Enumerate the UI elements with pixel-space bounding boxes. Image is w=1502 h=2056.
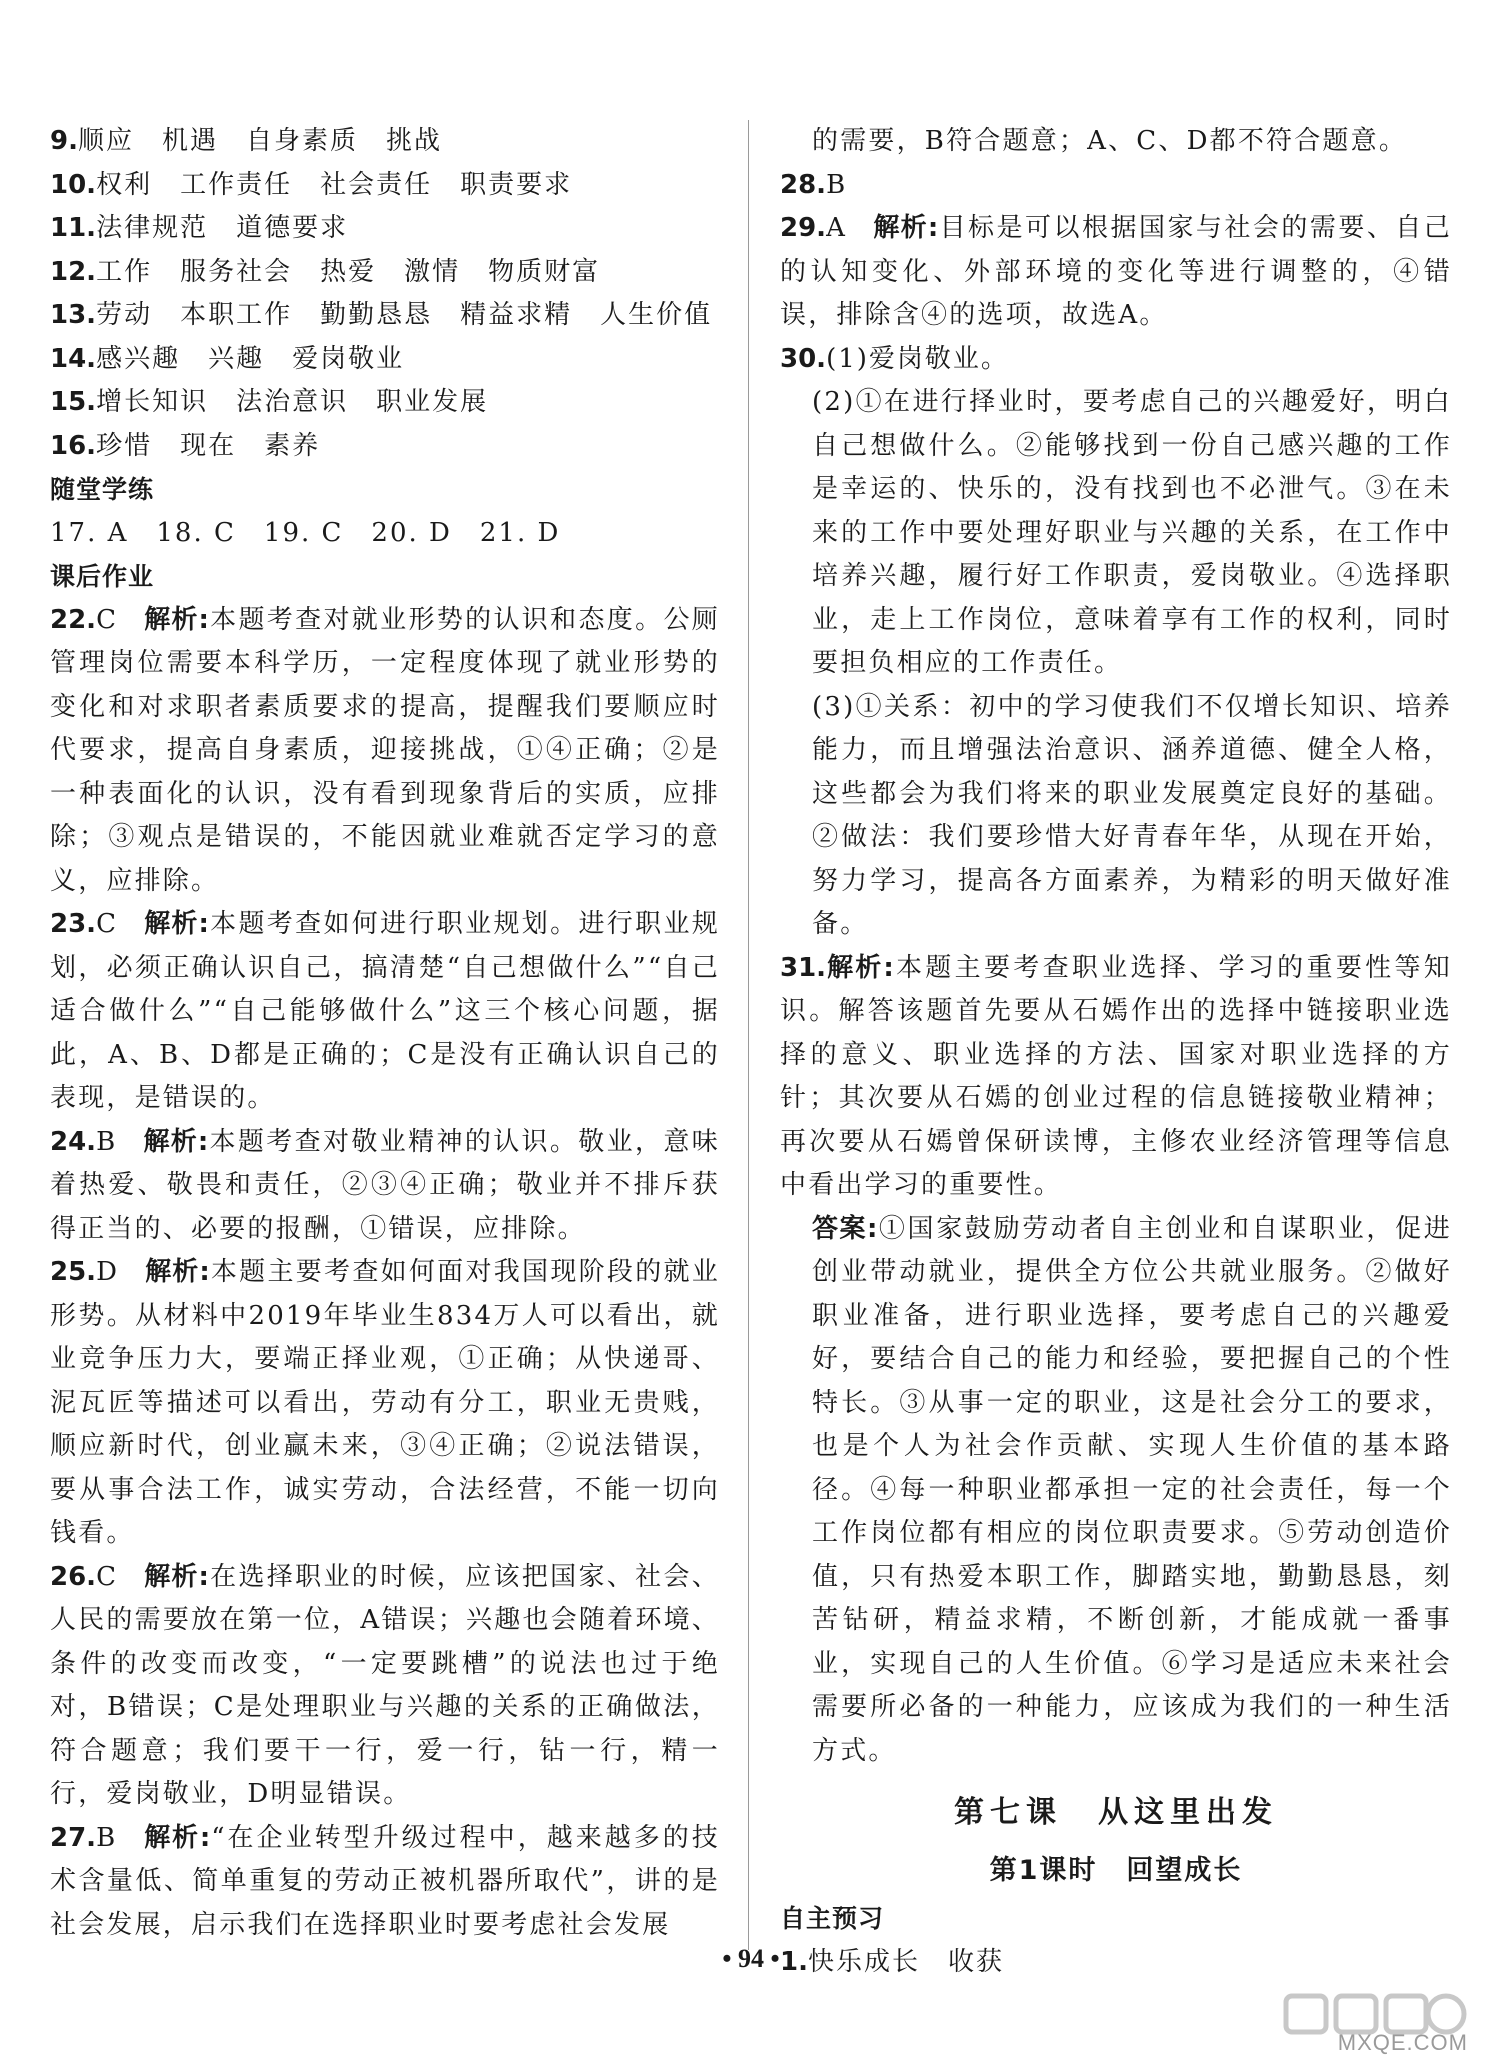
question-explanation <box>50 1121 720 1252</box>
section-heading: 自主预习 <box>780 1904 885 1933</box>
answer-line <box>50 381 720 425</box>
question-number: 24. <box>50 1126 97 1157</box>
question-number: 16. <box>50 430 97 461</box>
question-number: 27. <box>50 1822 97 1853</box>
explanation-text: 本题考查如何进行职业规划。进行职业规划，必须正确认识自己，搞清楚“自己想做什么”“自己适合做什么”“自己能够做什么”这三个核心问题，据此，A、B、D都是正确的；C是没有正确认识自己的表现，是错误的。 <box>50 909 720 1113</box>
answer-choice: C <box>96 909 119 939</box>
explanation-tag: 解析: <box>143 1822 212 1853</box>
answer-text: (1)爱岗敬业。 <box>826 343 1009 374</box>
answer-text: 珍惜 现在 素养 <box>96 430 321 461</box>
answer-line <box>50 425 720 469</box>
explanation-tag: 解析: <box>873 213 940 243</box>
page-number: • 94 • <box>722 1944 780 1973</box>
answer-tag: 答案: <box>812 1213 879 1244</box>
question-number: 13. <box>50 300 97 330</box>
question-number: 11. <box>50 213 97 243</box>
column-divider <box>748 120 749 1950</box>
explanation-tag: 解析: <box>144 604 210 635</box>
question-explanation <box>50 903 720 1121</box>
answer-line <box>780 164 1452 208</box>
question-explanation <box>50 1251 720 1556</box>
answer-text: B <box>826 169 848 200</box>
answer-line <box>50 164 720 208</box>
watermark-text: MXQE.COM <box>1337 2030 1468 2055</box>
question-explanation <box>780 947 1452 1208</box>
answer-choice: C <box>96 1561 119 1592</box>
answer-paragraph: (2)①在进行择业时，要考虑自己的兴趣爱好，明白自己想做什么。②能够找到一份自己感兴趣的工作是幸运的、快乐的，没有找到也不必泄气。③在未来的工作中要处理好职业与兴趣的关系，在工作中培养兴趣，履行好工作职责，爱岗敬业。④选择职业，走上工作岗位，意味着享有工作的权利，同时要担负相应的工作责任。 <box>812 387 1452 678</box>
question-number: 31. <box>780 952 827 983</box>
question-number: 23. <box>50 909 97 939</box>
explanation-text: 本题主要考查职业选择、学习的重要性等知识。解答该题首先要从石嫣作出的选择中链接职业选择的意义、职业选择的方法、国家对职业选择的方针；其次要从石嫣的创业过程的信息链接敬业精神；再次要从石嫣曾保研读博，主修农业经济管理等信息中看出学习的重要性。 <box>780 952 1452 1200</box>
explanation-tag: 解析: <box>143 1126 210 1157</box>
answer-text: 顺应 机遇 自身素质 挑战 <box>77 126 442 156</box>
question-explanation <box>50 1817 720 1948</box>
answer-choice: B <box>96 1126 118 1157</box>
answer-line <box>50 120 720 164</box>
answer-text: ①国家鼓励劳动者自主创业和自谋职业，促进创业带动就业，提供全方位公共就业服务。②做好职业准备，进行职业选择，要考虑自己的兴趣爱好，要结合自己的能力和经验，要把握自己的个性特长。③从事一定的职业，这是社会分工的要求，也是个人为社会作贡献、实现人生价值的基本路径。④每一种职业都承担一定的社会责任，每一个工作岗位都有相应的岗位职责要求。⑤劳动创造价值，只有热爱本职工作，脚踏实地，勤勤恳恳，刻苦钻研，精益求精，不断创新，才能成就一番事业，实现自己的人生价值。⑥学习是适应未来社会需要所必备的一种能力，应该成为我们的一种生活方式。 <box>812 1213 1452 1766</box>
answer-text: 感兴趣 兴趣 爱岗敬业 <box>96 343 405 374</box>
question-explanation <box>50 1556 720 1817</box>
explanation-tag: 解析: <box>144 1561 210 1592</box>
answer-text: 增长知识 法治意识 职业发展 <box>96 387 489 417</box>
right-column <box>780 120 1452 1984</box>
answer-choice: B <box>96 1822 118 1853</box>
question-number: 9. <box>50 126 78 156</box>
explanation-tag: 解析: <box>145 1257 211 1287</box>
question-number: 28. <box>780 169 827 200</box>
question-number: 25. <box>50 1257 97 1287</box>
continued-text: 的需要，B符合题意；A、C、D都不符合题意。 <box>812 126 1408 156</box>
question-number: 10. <box>50 169 97 200</box>
explanation-tag: 解析: <box>144 909 210 939</box>
question-number: 26. <box>50 1561 97 1592</box>
question-explanation <box>50 599 720 904</box>
question-number: 30. <box>780 343 827 374</box>
question-number: 1. <box>780 1946 808 1977</box>
answer-text: 法律规范 道德要求 <box>96 213 349 243</box>
answer-choice: A <box>826 213 848 243</box>
answer-line <box>50 338 720 382</box>
answer-line <box>50 294 720 338</box>
answer-block <box>780 1208 1452 1774</box>
answer-choice: C <box>96 604 119 635</box>
answer-choice: D <box>96 1257 120 1287</box>
section-heading: 随堂学练 <box>50 475 155 504</box>
explanation-text: 在选择职业的时候，应该把国家、社会、人民的需要放在第一位，A错误；兴趣也会随着环境、条件的改变而改变，“一定要跳槽”的说法也过于绝对，B错误；C是处理职业与兴趣的关系的正确做法，符合题意；我们要干一行，爱一行，钻一行，精一行，爱岗敬业，D明显错误。 <box>50 1561 720 1809</box>
question-number: 22. <box>50 604 97 635</box>
left-column <box>50 120 720 1947</box>
question-number: 15. <box>50 387 97 417</box>
answer-line <box>780 338 1452 382</box>
question-number: 12. <box>50 256 97 287</box>
explanation-text: 本题考查对就业形势的认识和态度。公厕管理岗位需要本科学历，一定程度体现了就业形势的变化和对求职者素质要求的提高，提醒我们要顺应时代要求，提高自身素质，迎接挑战，①④正确；②是一种表面化的认识，没有看到现象背后的实质，应排除；③观点是错误的，不能因就业难就否定学习的意义，应排除。 <box>50 604 720 896</box>
period-title: 第1课时 回望成长 <box>989 1855 1243 1886</box>
choice-answers: 17. A 18. C 19. C 20. D 21. D <box>50 517 561 548</box>
explanation-text: 目标是可以根据国家与社会的需要、自己的认知变化、外部环境的变化等进行调整的，④错误，排除含④的选项，故选A。 <box>780 213 1452 330</box>
answer-text: 快乐成长 收获 <box>807 1946 1004 1977</box>
section-heading: 课后作业 <box>50 562 155 591</box>
answer-text: 劳动 本职工作 勤勤恳恳 精益求精 人生价值 <box>96 300 713 330</box>
lesson-title: 第七课 从这里出发 <box>954 1795 1278 1830</box>
question-number: 14. <box>50 343 97 374</box>
answer-paragraph: (3)①关系：初中的学习使我们不仅增长知识、培养能力，而且增强法治意识、涵养道德、健全人格，这些都会为我们将来的职业发展奠定良好的基础。②做法：我们要珍惜大好青春年华，从现在开始，努力学习，提高各方面素养，为精彩的明天做好准备。 <box>812 691 1452 939</box>
question-explanation <box>780 207 1452 338</box>
explanation-text: 本题主要考查如何面对我国现阶段的就业形势。从材料中2019年毕业生834万人可以看出，就业竞争压力大，要端正择业观，①正确；从快递哥、泥瓦匠等描述可以看出，劳动有分工，职业无贵贱，顺应新时代，创业赢未来，③④正确；②说法错误，要从事合法工作，诚实劳动，合法经营，不能一切向钱看。 <box>50 1257 720 1548</box>
explanation-text: 本题考查对敬业精神的认识。敬业，意味着热爱、敬畏和责任，②③④正确；敬业并不排斥获得正当的、必要的报酬，①错误，应排除。 <box>50 1126 720 1244</box>
answer-line <box>50 207 720 251</box>
answer-text: 工作 服务社会 热爱 激情 物质财富 <box>96 256 601 287</box>
question-number: 29. <box>780 213 827 243</box>
explanation-text: “在企业转型升级过程中，越来越多的技术含量低、简单重复的劳动正被机器所取代”，讲的是社会发展，启示我们在选择职业时要考虑社会发展 <box>50 1822 720 1940</box>
explanation-tag: 解析: <box>826 952 895 983</box>
answer-line <box>50 251 720 295</box>
answer-text: 权利 工作责任 社会责任 职责要求 <box>96 169 573 200</box>
